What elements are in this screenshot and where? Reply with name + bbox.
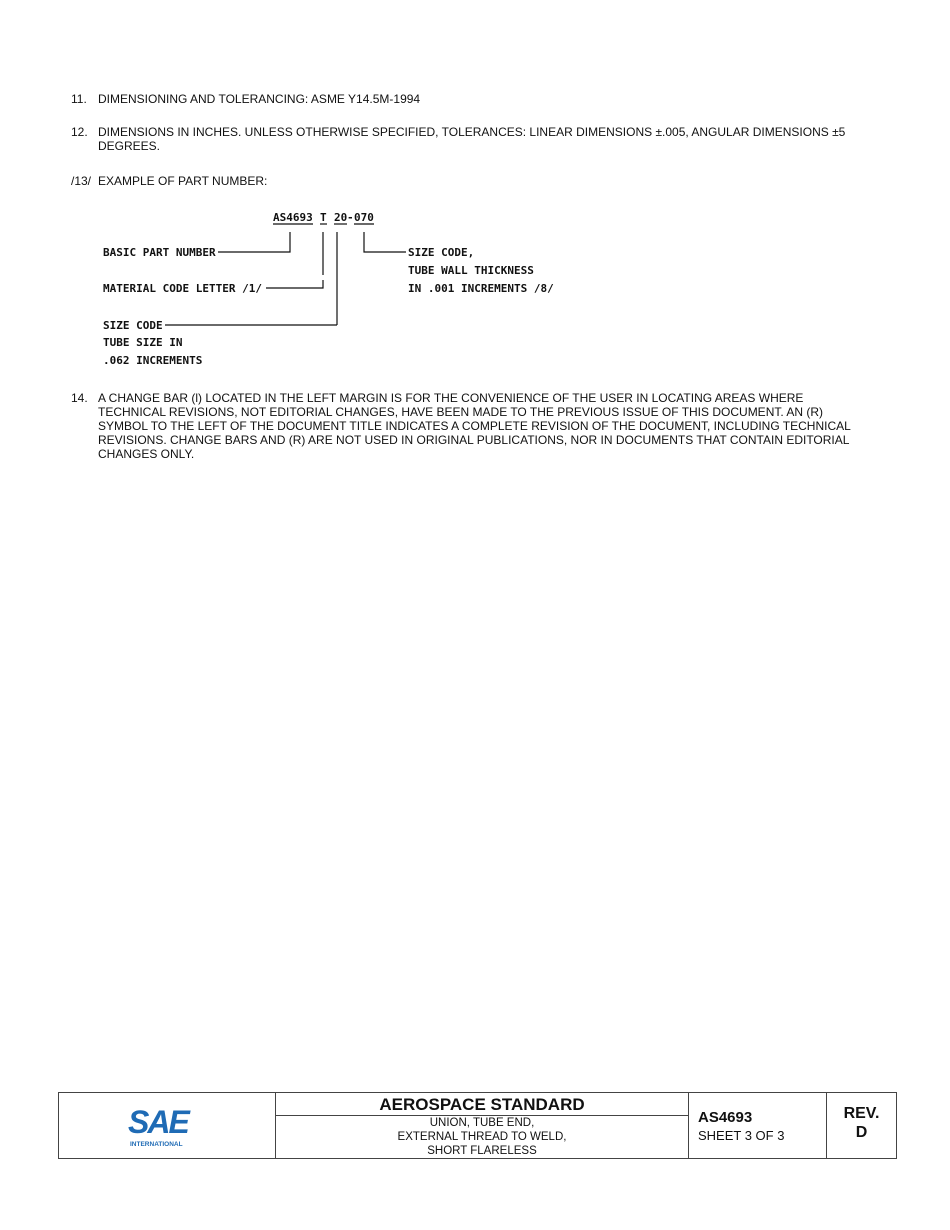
part-dash-text: - [347,211,354,224]
title-block-title-cell [276,1093,689,1158]
wall-increments-label: IN .001 INCREMENTS /8/ [408,282,554,295]
note-text: A CHANGE BAR (l) LOCATED IN THE LEFT MARGIN IS FOR THE CONVENIENCE OF THE USER IN LOCATING AREAS WHERE TECHNICAL REVISIONS, NOT EDITORIAL CHANGES, HAVE BEEN MADE TO THE PREVIOUS ISSUE OF THIS DOCUMENT. AN (R) SYMBOL TO THE LEFT OF THE DOCUMENT TITLE INDICATES A COMPLETE REVISION OF THE DOCUMENT, INCLUDING TECHNICAL REVISIONS. CHANGE BARS AND (R) ARE NOT USED IN ORIGINAL PUBLICATIONS, NOR IN DOCUMENTS THAT CONTAIN EDITORIAL CHANGES ONLY. [98,391,851,461]
sheet-number: SHEET 3 OF 3 [698,1128,785,1143]
note-number: 12. [71,125,88,139]
sae-logo [127,1103,207,1151]
note-number: 11. [71,92,87,106]
title-block-logo-cell [59,1093,276,1158]
wall-code-label: SIZE CODE, [408,246,475,259]
basic-part-label: BASIC PART NUMBER [103,246,216,259]
document-title-line: UNION, TUBE END, [429,1117,535,1129]
sae-logo-text: SAE [128,1104,188,1140]
note-text: DIMENSIONING AND TOLERANCING: ASME Y14.5M-1994 [98,92,421,106]
wall-thickness-label: TUBE WALL THICKNESS [408,264,534,277]
note-number: 14. [71,391,88,405]
part-wall-text: 070 [354,211,374,224]
note-11 [71,92,861,106]
material-code-label: MATERIAL CODE LETTER /1/ [103,282,262,295]
revision [827,1104,896,1142]
tube-size-label: TUBE SIZE IN [103,336,183,349]
revision-label: REV. [843,1105,880,1122]
document-number: AS4693 [698,1109,753,1126]
note-12 [71,125,861,153]
title-block [58,1092,897,1159]
part-number-diagram [100,205,580,375]
note-text: DIMENSIONS IN INCHES. UNLESS OTHERWISE SPECIFIED, TOLERANCES: LINEAR DIMENSIONS ±.005, ANGULAR DIMENSIONS ±5 DEGREES. [98,125,846,153]
size-code-label: SIZE CODE [103,319,163,332]
part-number-diagram-svg [100,205,580,375]
part-size-text: 20 [334,211,348,224]
sae-logo-subtext: INTERNATIONAL [130,1141,183,1148]
part-material-text: T [320,211,327,224]
note-number: /13/ [71,174,92,188]
note-14 [71,391,861,461]
note-13 [71,174,861,188]
document-title-line: SHORT FLARELESS [427,1145,537,1157]
tube-increments-label: .062 INCREMENTS [103,354,203,367]
title-block-doc-cell [689,1093,827,1158]
note-text: EXAMPLE OF PART NUMBER: [98,174,268,188]
document-title-line: EXTERNAL THREAD TO WELD, [397,1131,567,1143]
revision-value: D [855,1124,868,1141]
standard-heading: AEROSPACE STANDARD [276,1093,688,1116]
part-base-text: AS4693 [273,211,313,224]
title-block-rev-cell [827,1093,896,1158]
